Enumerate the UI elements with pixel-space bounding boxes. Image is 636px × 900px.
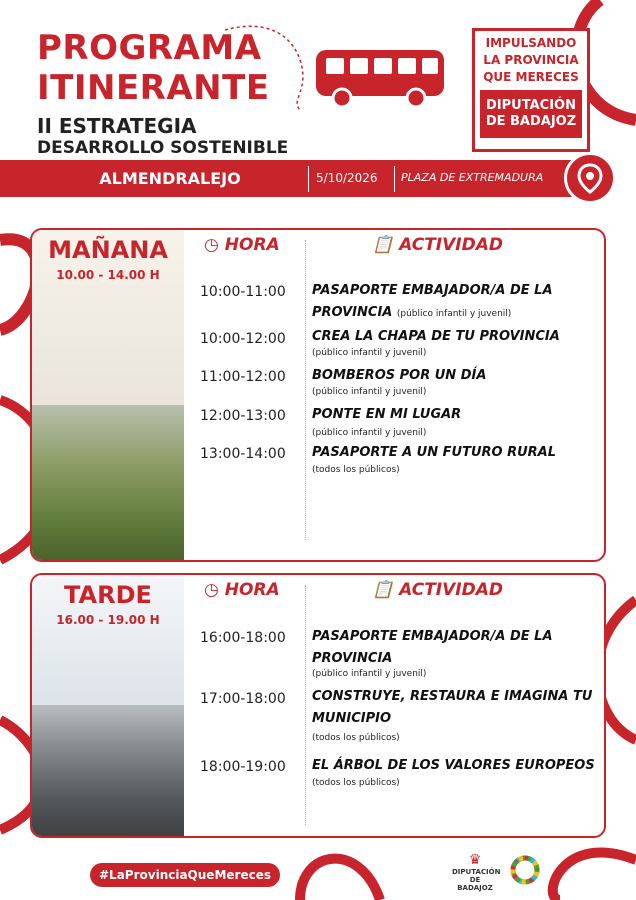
row-activity: CREA LA CHAPA DE TU PROVINCIA — [312, 329, 560, 344]
row-activity: PASAPORTE A UN FUTURO RURAL — [312, 445, 557, 460]
row-activity — [312, 686, 602, 730]
bar-divider — [394, 166, 395, 192]
logo-line-1: DIPUTACIÓN — [452, 868, 501, 876]
activity-title-b: MUNICIPIO — [312, 711, 392, 726]
photo-landscape — [32, 405, 184, 562]
actividad-label: ACTIVIDAD — [399, 580, 503, 600]
badge-diputacion — [472, 28, 594, 156]
badge-line-3: QUE MERECES — [483, 70, 579, 84]
hora-header — [204, 580, 280, 600]
activity-audience: (público infantil y juvenil) — [396, 309, 512, 319]
hora-label: HORA — [224, 235, 280, 255]
activity-title-cont — [312, 302, 602, 325]
period-hours: 16.00 - 19.00 H — [56, 613, 160, 627]
row-activity — [312, 280, 602, 325]
row-activity: EL ÁRBOL DE LOS VALORES EUROPEOS — [312, 758, 595, 773]
hashtag-pill: #LaProvinciaQueMereces — [90, 863, 280, 887]
row-activity: BOMBEROS POR UN DÍA — [312, 368, 487, 383]
badge-org-line-1: DIPUTACIÓN — [486, 98, 576, 113]
row-time: 16:00-18:00 — [200, 630, 286, 646]
activity-title: CONSTRUYE, RESTAURA E IMAGINA TU — [312, 689, 593, 704]
badge-org — [480, 90, 582, 138]
activity-title: PASAPORTE EMBAJADOR/A DE LA — [312, 283, 553, 298]
activity-audience: (público infantil y juvenil) — [312, 387, 427, 397]
actividad-header — [372, 580, 503, 600]
row-time: 17:00-18:00 — [200, 691, 286, 707]
row-time: 11:00-12:00 — [200, 369, 286, 385]
diputacion-logo — [452, 852, 501, 892]
row-time: 10:00-12:00 — [200, 331, 286, 347]
actividad-header — [372, 235, 503, 255]
activity-title-b: PROVINCIA — [312, 651, 393, 666]
period-title: MAÑANA — [48, 236, 168, 264]
row-activity — [312, 626, 602, 670]
column-divider — [305, 585, 306, 825]
hora-header — [204, 235, 280, 255]
clock-icon: ◷ — [204, 235, 219, 255]
title-itinerante: ITINERANTE — [37, 68, 270, 108]
period-title: TARDE — [64, 581, 152, 609]
period-hours: 10.00 - 14.00 H — [56, 268, 160, 282]
row-time: 12:00-13:00 — [200, 408, 286, 424]
clipboard-icon: 📋 — [372, 580, 394, 600]
bus-icon — [312, 44, 448, 110]
clipboard-icon: 📋 — [372, 235, 394, 255]
logo-line-2: DE BADAJOZ — [457, 876, 493, 892]
row-time: 10:00-11:00 — [200, 284, 286, 300]
badge-line-2: LA PROVINCIA — [483, 53, 579, 67]
actividad-label: ACTIVIDAD — [399, 235, 503, 255]
title-programa: PROGRAMA — [37, 28, 262, 68]
afternoon-card — [30, 573, 606, 838]
location-pin-icon — [564, 152, 616, 204]
photo-landscape — [32, 705, 184, 838]
activity-audience: (todos los públicos) — [312, 778, 400, 788]
subtitle-desarrollo: DESARROLLO SOSTENIBLE — [37, 138, 289, 158]
activity-audience: (todos los públicos) — [312, 465, 400, 475]
event-date: 5/10/2026 — [316, 171, 378, 185]
activity-audience: (público infantil y juvenil) — [312, 428, 427, 438]
activity-title-b: PROVINCIA — [312, 305, 393, 320]
sdg-wheel-icon — [510, 855, 540, 885]
hora-label: HORA — [224, 580, 280, 600]
row-time: 18:00-19:00 — [200, 759, 286, 775]
row-activity: PONTE EN MI LUGAR — [312, 407, 462, 422]
clock-icon: ◷ — [204, 580, 219, 600]
badge-line-1: IMPULSANDO — [485, 36, 577, 50]
badge-org-line-2: DE BADAJOZ — [485, 114, 577, 129]
bar-divider — [308, 166, 309, 192]
activity-audience: (todos los públicos) — [312, 733, 400, 743]
activity-audience: (público infantil y juvenil) — [312, 669, 427, 679]
activity-title: PASAPORTE EMBAJADOR/A DE LA — [312, 629, 553, 644]
row-time: 13:00-14:00 — [200, 446, 286, 462]
morning-card — [30, 228, 606, 562]
crest-icon: ♛ — [468, 852, 482, 868]
column-divider — [305, 240, 306, 540]
city-name: ALMENDRALEJO — [99, 169, 241, 188]
activity-audience: (público infantil y juvenil) — [312, 348, 427, 358]
event-place: PLAZA DE EXTREMADURA — [401, 171, 544, 184]
subtitle-estrategia: II ESTRATEGIA — [37, 114, 197, 138]
